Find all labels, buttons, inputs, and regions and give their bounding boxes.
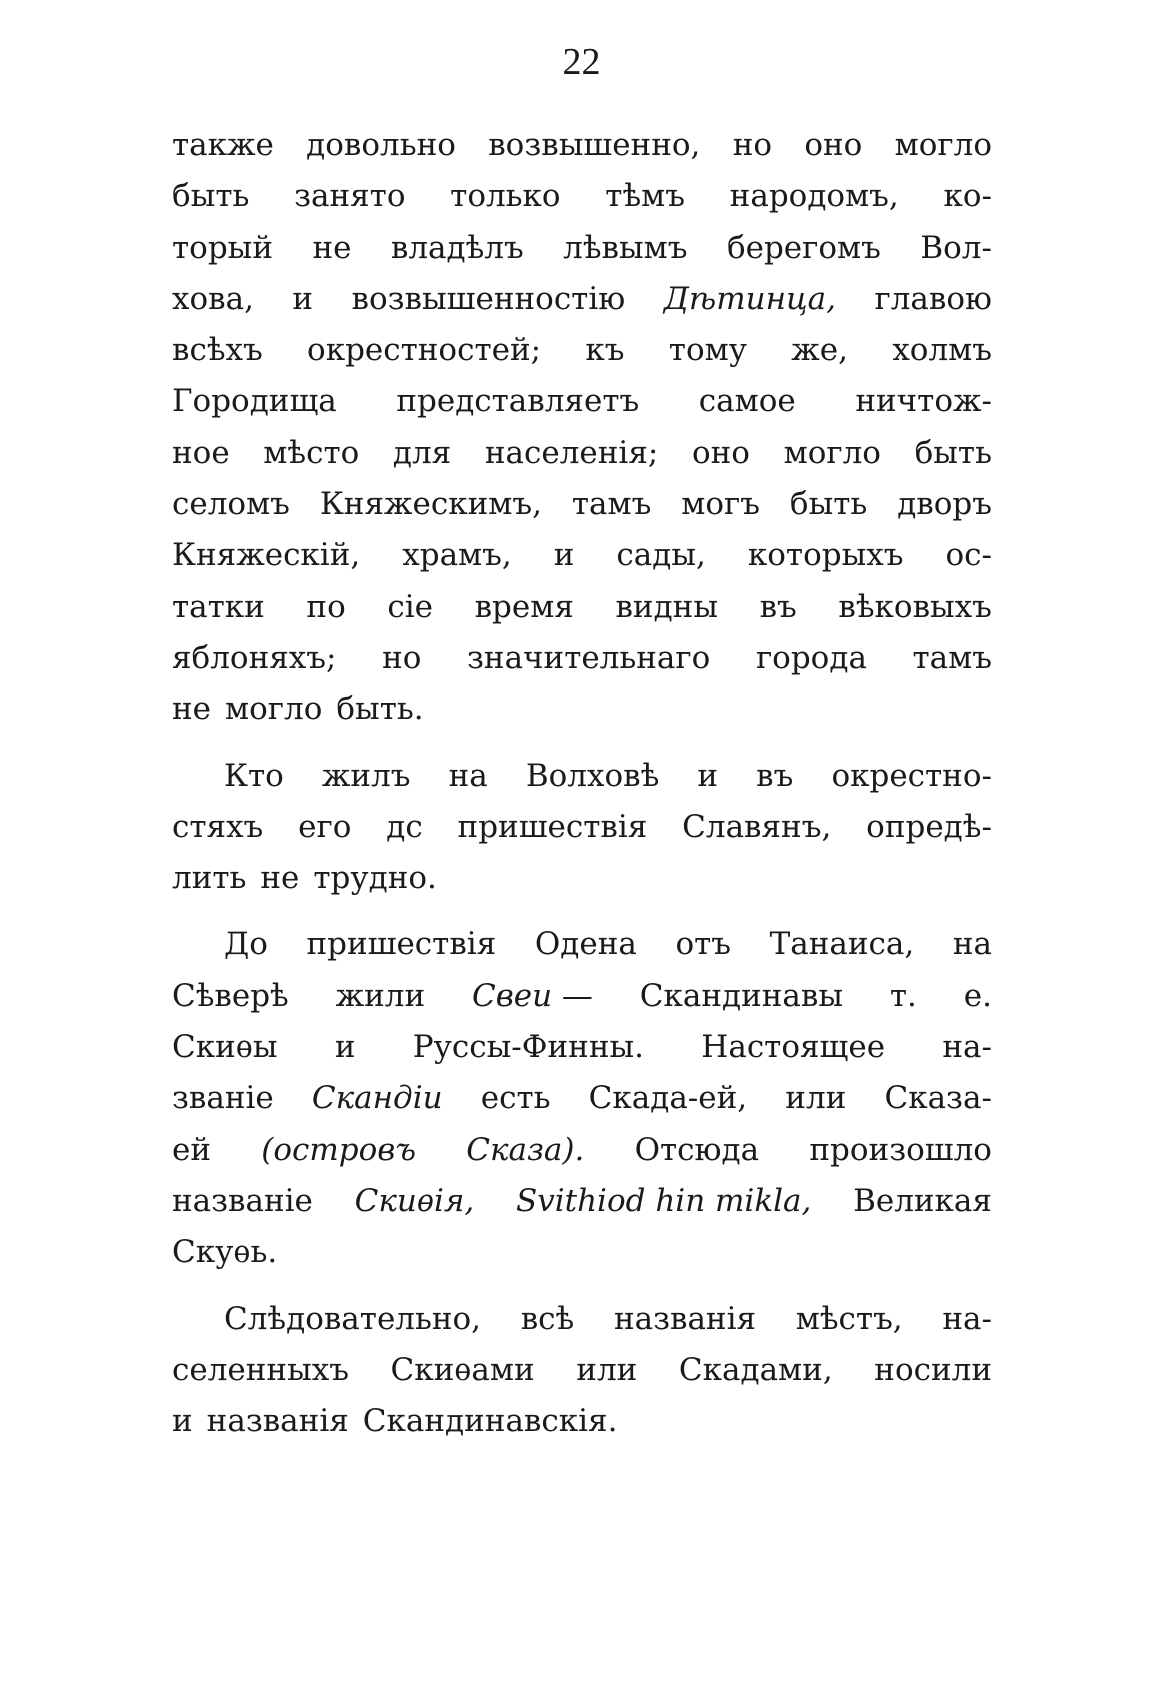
word: окрестностей; — [307, 332, 542, 369]
word: Славянъ, — [682, 808, 832, 845]
word: хова, — [172, 280, 254, 317]
text-line — [172, 376, 992, 427]
word-italic: (островъ — [261, 1131, 417, 1168]
word: Сказа- — [884, 1080, 992, 1117]
word: произошло — [809, 1131, 992, 1168]
word: или — [576, 1351, 638, 1388]
word: и — [553, 537, 575, 574]
word: но — [382, 639, 422, 676]
word: быть — [789, 486, 868, 523]
text-line — [172, 1073, 992, 1124]
text-line — [172, 582, 992, 633]
word: ей — [172, 1131, 212, 1168]
word: на- — [942, 1300, 992, 1337]
word: жили — [335, 977, 426, 1014]
word: берегомъ — [726, 229, 881, 266]
text-line — [172, 530, 992, 581]
word: на — [952, 926, 992, 963]
word: пришествія — [457, 808, 648, 845]
word: опредѣ- — [866, 808, 992, 845]
word: Княжескимъ, — [319, 486, 542, 523]
word: и — [697, 757, 719, 794]
word: названія — [613, 1300, 757, 1337]
word: также — [172, 127, 274, 163]
text-line — [172, 1176, 992, 1227]
word: лить — [172, 860, 247, 897]
word: возвышенно, — [488, 127, 701, 163]
word-italic: Svithiod hin mikla, — [515, 1182, 812, 1219]
word: названія — [206, 1403, 349, 1440]
word: званіе — [172, 1080, 274, 1117]
word: оно — [804, 127, 863, 163]
word: Скандинавы — [639, 977, 844, 1014]
word: быть. — [336, 691, 424, 728]
word: и — [172, 1403, 193, 1440]
word-italic: Скандіи — [311, 1080, 443, 1117]
page-number: 22 — [562, 41, 601, 83]
text-line — [172, 971, 992, 1022]
word: татки — [172, 588, 265, 625]
word: же, — [791, 332, 848, 369]
word: значительнаго — [467, 639, 711, 676]
word: пришествія — [306, 926, 497, 963]
word: Княжескій, — [172, 537, 361, 574]
word: носили — [874, 1351, 992, 1388]
paragraph — [172, 120, 992, 736]
word: ко- — [943, 178, 992, 215]
text-line — [172, 1345, 992, 1396]
word: Танаиса, — [769, 926, 915, 963]
word: тѣмъ — [605, 178, 685, 215]
word: представляетъ — [396, 383, 640, 420]
word: возвышенностію — [351, 280, 626, 317]
word: ничтож- — [855, 383, 992, 420]
word: Кто — [224, 757, 284, 794]
word: До — [224, 926, 268, 963]
word: сады, — [616, 537, 706, 574]
word: не — [172, 691, 212, 728]
word: быть — [172, 178, 250, 215]
word: Скиѳы — [172, 1029, 278, 1066]
word: могло — [783, 434, 881, 471]
word: холмъ — [892, 332, 992, 369]
word: самое — [698, 383, 796, 420]
word: по — [306, 588, 346, 625]
word: могло — [225, 691, 323, 728]
word-italic: Скиѳія, — [354, 1182, 475, 1219]
word: не — [260, 860, 300, 897]
word: мѣсто — [263, 434, 360, 471]
word: оно — [691, 434, 750, 471]
text-line — [172, 223, 992, 274]
word: тому — [668, 332, 747, 369]
word: быть — [914, 434, 992, 471]
word: ное — [172, 434, 230, 471]
word: Скандинавскія. — [362, 1403, 618, 1440]
text-line — [172, 1396, 992, 1447]
word: Скадами, — [678, 1351, 833, 1388]
word: Руссы-Финны. — [412, 1029, 645, 1066]
word: яблоняхъ; — [172, 639, 337, 676]
word: не — [312, 229, 352, 266]
word: т. — [889, 977, 917, 1014]
word: дс — [386, 808, 423, 845]
word: владѣлъ — [390, 229, 524, 266]
word: могъ — [681, 486, 761, 523]
word: отъ — [675, 926, 731, 963]
text-line — [172, 274, 992, 325]
text-line — [172, 1125, 992, 1176]
word: въ — [759, 588, 797, 625]
word: стяхъ — [172, 808, 264, 845]
text-line — [172, 1022, 992, 1073]
text-line — [172, 919, 992, 970]
word: но — [732, 127, 773, 163]
word: сіе — [387, 588, 433, 625]
word: которыхъ — [747, 537, 904, 574]
word: Волховѣ — [525, 757, 660, 794]
word: видны — [615, 588, 719, 625]
paragraph — [172, 919, 992, 1278]
word: на- — [942, 1029, 992, 1066]
word: народомъ, — [729, 178, 899, 215]
word: Великая — [853, 1182, 992, 1219]
word: время — [474, 588, 574, 625]
text-line — [172, 325, 992, 376]
word: дворъ — [897, 486, 992, 523]
paragraph — [172, 751, 992, 905]
text-line — [172, 479, 992, 530]
text-line — [172, 1227, 992, 1278]
word: тамъ — [912, 639, 992, 676]
word: селенныхъ — [172, 1351, 349, 1388]
word: Скиѳами — [390, 1351, 535, 1388]
word: занято — [294, 178, 406, 215]
text-line — [172, 751, 992, 802]
word: Слѣдовательно, — [224, 1300, 482, 1337]
text-line — [172, 633, 992, 684]
word-italic: Дѣтинца, — [663, 280, 836, 317]
word: мѣстъ, — [795, 1300, 903, 1337]
word: Скада-ей, — [588, 1080, 748, 1117]
word: или — [785, 1080, 847, 1117]
word: названіе — [172, 1182, 313, 1219]
text-line — [172, 120, 992, 171]
word: е. — [963, 977, 992, 1014]
word: Скуѳь. — [172, 1234, 278, 1271]
text-line — [172, 171, 992, 222]
word: довольно — [306, 127, 456, 163]
word-italic: Сказа). — [466, 1131, 585, 1168]
word: всѣхъ — [172, 332, 263, 369]
word: на — [448, 757, 488, 794]
word: Отсюда — [634, 1131, 760, 1168]
word: для — [392, 434, 452, 471]
word: селомъ — [172, 486, 290, 523]
word: населенія; — [484, 434, 659, 471]
word: главою — [874, 280, 992, 317]
word: и — [292, 280, 314, 317]
text-line — [172, 684, 992, 735]
word: и — [334, 1029, 356, 1066]
word: къ — [585, 332, 625, 369]
word: Вол- — [920, 229, 992, 266]
word: Одена — [534, 926, 637, 963]
word: окрестно- — [831, 757, 992, 794]
page-body — [172, 120, 992, 1447]
word: есть — [480, 1080, 551, 1117]
word: лѣвымъ — [563, 229, 688, 266]
text-line — [172, 853, 992, 904]
word: Сѣверѣ — [172, 977, 289, 1014]
word: Городища — [172, 383, 337, 420]
word: торый — [172, 229, 273, 266]
word: ос- — [945, 537, 992, 574]
word: въ — [756, 757, 794, 794]
word: города — [755, 639, 867, 676]
word: храмъ, — [402, 537, 512, 574]
text-line — [172, 428, 992, 479]
word: Настоящее — [701, 1029, 886, 1066]
text-line — [172, 802, 992, 853]
word: его — [298, 808, 352, 845]
word-italic: Свеи — — [471, 977, 593, 1014]
word: вѣковыхъ — [838, 588, 992, 625]
word: всѣ — [520, 1300, 575, 1337]
word: только — [450, 178, 561, 215]
text-line — [172, 1294, 992, 1345]
word: тамъ — [571, 486, 652, 523]
paragraph — [172, 1294, 992, 1448]
word: трудно. — [313, 860, 437, 897]
word: жилъ — [321, 757, 411, 794]
word: могло — [894, 127, 992, 163]
